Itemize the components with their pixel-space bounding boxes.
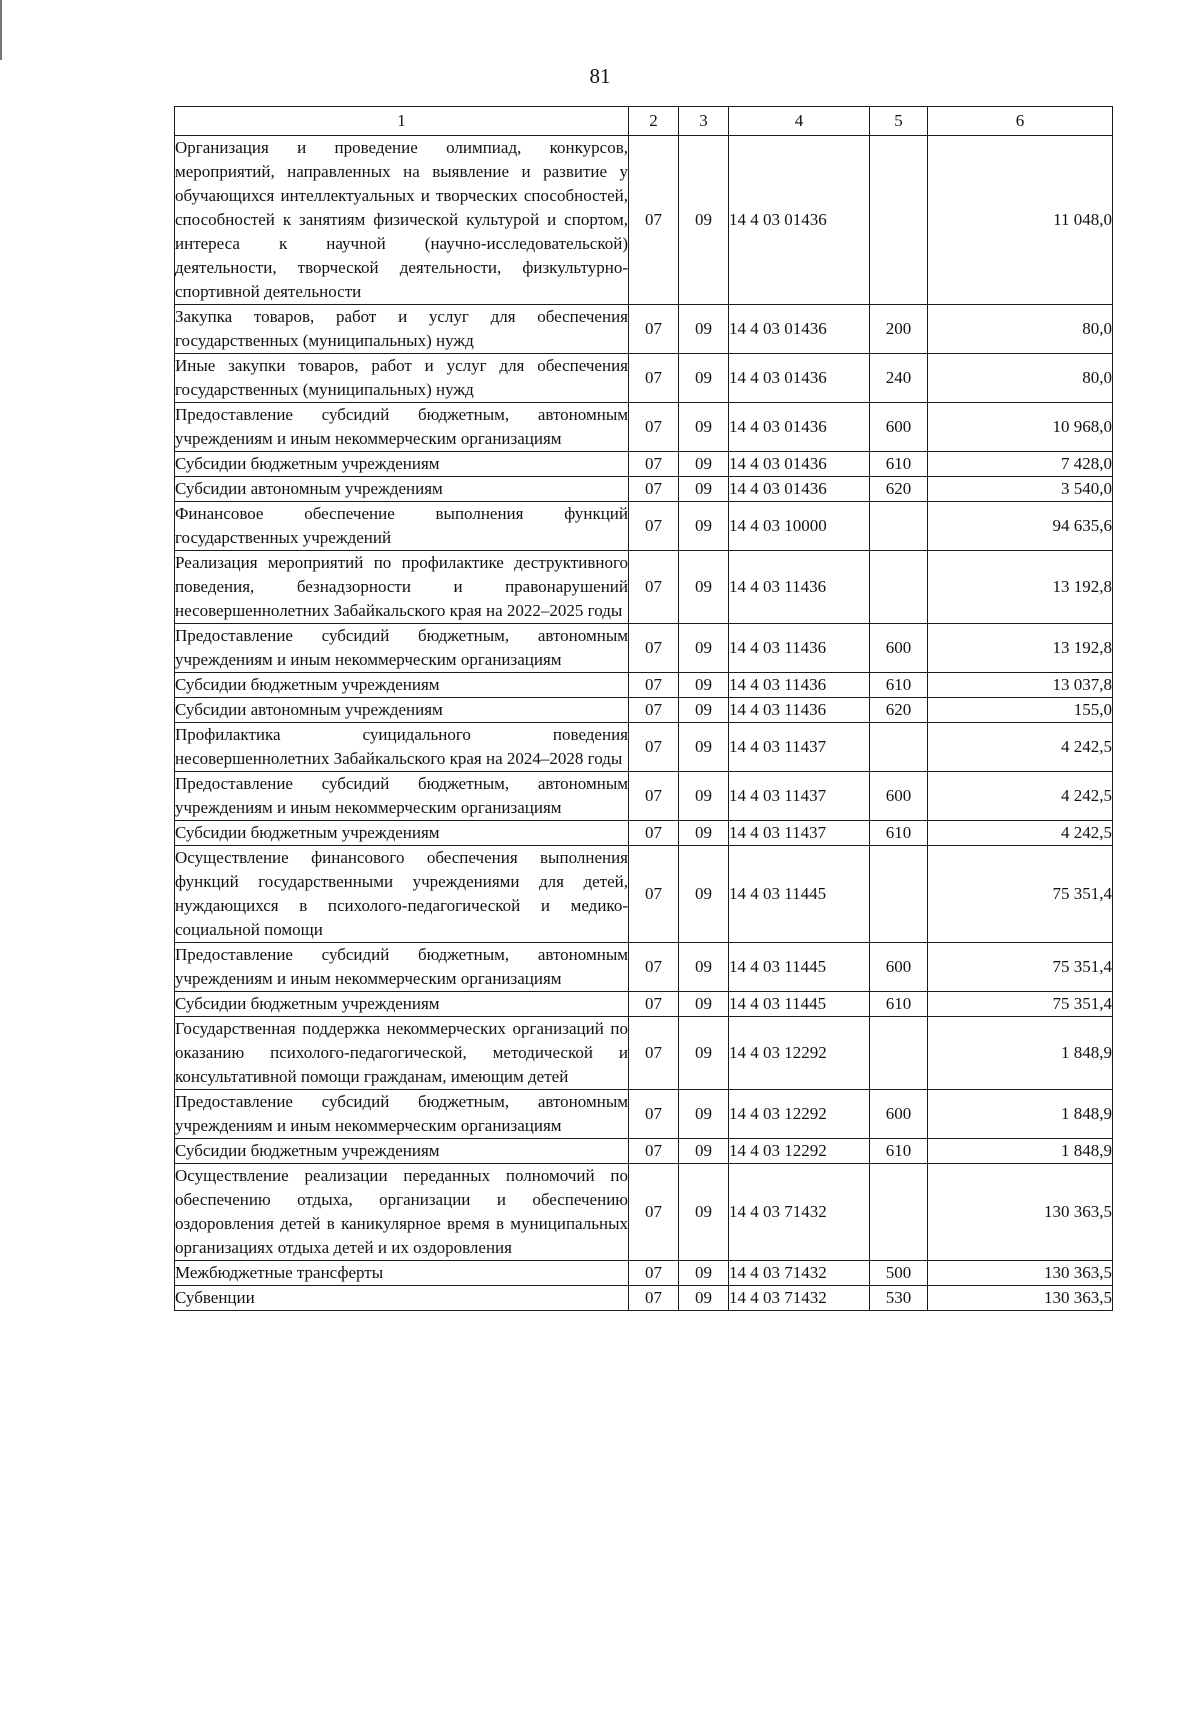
row-description: Организация и проведение олимпиад, конкурсов, мероприятий, направленных на выявление и развитие у обучающихся интеллектуальных и творческих способностей, способностей к занятиям физической культурой и спортом, интереса к научной (научно-исследовательской) деятельности, творческой деятельности, физкультурно-спортивной деятельности bbox=[175, 136, 629, 305]
subsection-code: 09 bbox=[679, 723, 729, 772]
table-row bbox=[175, 943, 1113, 992]
table-row bbox=[175, 551, 1113, 624]
row-description: Предоставление субсидий бюджетным, автономным учреждениям и иным некоммерческим организациям bbox=[175, 403, 629, 452]
subsection-code: 09 bbox=[679, 452, 729, 477]
section-code: 07 bbox=[629, 943, 679, 992]
section-code: 07 bbox=[629, 1090, 679, 1139]
subsection-code: 09 bbox=[679, 846, 729, 943]
row-description: Субсидии автономным учреждениям bbox=[175, 698, 629, 723]
table-row bbox=[175, 992, 1113, 1017]
expense-type-code: 600 bbox=[870, 403, 928, 452]
subsection-code: 09 bbox=[679, 305, 729, 354]
target-article-code: 14 4 03 71432 bbox=[729, 1261, 870, 1286]
table-row bbox=[175, 772, 1113, 821]
amount-value: 13 037,8 bbox=[928, 673, 1113, 698]
expense-type-code: 240 bbox=[870, 354, 928, 403]
expense-type-code: 610 bbox=[870, 821, 928, 846]
expense-type-code: 600 bbox=[870, 624, 928, 673]
row-description: Предоставление субсидий бюджетным, автономным учреждениям и иным некоммерческим организациям bbox=[175, 1090, 629, 1139]
subsection-code: 09 bbox=[679, 1090, 729, 1139]
subsection-code: 09 bbox=[679, 772, 729, 821]
amount-value: 4 242,5 bbox=[928, 772, 1113, 821]
target-article-code: 14 4 03 71432 bbox=[729, 1164, 870, 1261]
table-row bbox=[175, 698, 1113, 723]
expense-type-code bbox=[870, 1017, 928, 1090]
expense-type-code: 500 bbox=[870, 1261, 928, 1286]
section-code: 07 bbox=[629, 502, 679, 551]
target-article-code: 14 4 03 01436 bbox=[729, 136, 870, 305]
row-description: Субвенции bbox=[175, 1286, 629, 1311]
section-code: 07 bbox=[629, 477, 679, 502]
section-code: 07 bbox=[629, 624, 679, 673]
expense-type-code bbox=[870, 846, 928, 943]
subsection-code: 09 bbox=[679, 1017, 729, 1090]
target-article-code: 14 4 03 11436 bbox=[729, 698, 870, 723]
amount-value: 130 363,5 bbox=[928, 1261, 1113, 1286]
row-description: Субсидии бюджетным учреждениям bbox=[175, 992, 629, 1017]
table-row bbox=[175, 403, 1113, 452]
amount-value: 155,0 bbox=[928, 698, 1113, 723]
row-description: Профилактика суицидального поведения несовершеннолетних Забайкальского края на 2024–2028 годы bbox=[175, 723, 629, 772]
table-row bbox=[175, 1090, 1113, 1139]
row-description: Финансовое обеспечение выполнения функций государственных учреждений bbox=[175, 502, 629, 551]
subsection-code: 09 bbox=[679, 992, 729, 1017]
expense-type-code: 610 bbox=[870, 1139, 928, 1164]
table-row bbox=[175, 821, 1113, 846]
section-code: 07 bbox=[629, 1017, 679, 1090]
target-article-code: 14 4 03 11445 bbox=[729, 943, 870, 992]
subsection-code: 09 bbox=[679, 821, 729, 846]
amount-value: 1 848,9 bbox=[928, 1017, 1113, 1090]
table-row bbox=[175, 452, 1113, 477]
subsection-code: 09 bbox=[679, 943, 729, 992]
table-row bbox=[175, 1017, 1113, 1090]
scan-edge-mark bbox=[0, 0, 2, 60]
subsection-code: 09 bbox=[679, 551, 729, 624]
expense-type-code: 600 bbox=[870, 1090, 928, 1139]
amount-value: 130 363,5 bbox=[928, 1286, 1113, 1311]
target-article-code: 14 4 03 01436 bbox=[729, 354, 870, 403]
section-code: 07 bbox=[629, 305, 679, 354]
row-description: Закупка товаров, работ и услуг для обеспечения государственных (муниципальных) нужд bbox=[175, 305, 629, 354]
section-code: 07 bbox=[629, 1261, 679, 1286]
section-code: 07 bbox=[629, 452, 679, 477]
target-article-code: 14 4 03 11445 bbox=[729, 846, 870, 943]
row-description: Предоставление субсидий бюджетным, автономным учреждениям и иным некоммерческим организациям bbox=[175, 624, 629, 673]
target-article-code: 14 4 03 01436 bbox=[729, 477, 870, 502]
table-row bbox=[175, 1286, 1113, 1311]
column-number: 3 bbox=[679, 107, 729, 136]
row-description: Субсидии бюджетным учреждениям bbox=[175, 673, 629, 698]
expense-type-code bbox=[870, 551, 928, 624]
page-number: 81 bbox=[589, 64, 611, 88]
amount-value: 75 351,4 bbox=[928, 943, 1113, 992]
target-article-code: 14 4 03 11436 bbox=[729, 673, 870, 698]
table-row bbox=[175, 846, 1113, 943]
row-description: Субсидии автономным учреждениям bbox=[175, 477, 629, 502]
amount-value: 1 848,9 bbox=[928, 1139, 1113, 1164]
row-description: Иные закупки товаров, работ и услуг для обеспечения государственных (муниципальных) нужд bbox=[175, 354, 629, 403]
amount-value: 7 428,0 bbox=[928, 452, 1113, 477]
row-description: Межбюджетные трансферты bbox=[175, 1261, 629, 1286]
target-article-code: 14 4 03 11437 bbox=[729, 772, 870, 821]
target-article-code: 14 4 03 01436 bbox=[729, 403, 870, 452]
table-row bbox=[175, 723, 1113, 772]
subsection-code: 09 bbox=[679, 673, 729, 698]
target-article-code: 14 4 03 12292 bbox=[729, 1017, 870, 1090]
budget-table-body bbox=[175, 107, 1113, 1311]
target-article-code: 14 4 03 11436 bbox=[729, 551, 870, 624]
budget-table bbox=[174, 106, 1113, 1311]
amount-value: 3 540,0 bbox=[928, 477, 1113, 502]
expense-type-code: 620 bbox=[870, 477, 928, 502]
section-code: 07 bbox=[629, 403, 679, 452]
table-row bbox=[175, 1139, 1113, 1164]
amount-value: 13 192,8 bbox=[928, 624, 1113, 673]
section-code: 07 bbox=[629, 1286, 679, 1311]
section-code: 07 bbox=[629, 723, 679, 772]
amount-value: 10 968,0 bbox=[928, 403, 1113, 452]
section-code: 07 bbox=[629, 821, 679, 846]
subsection-code: 09 bbox=[679, 1286, 729, 1311]
target-article-code: 14 4 03 12292 bbox=[729, 1090, 870, 1139]
row-description: Предоставление субсидий бюджетным, автономным учреждениям и иным некоммерческим организациям bbox=[175, 943, 629, 992]
row-description: Субсидии бюджетным учреждениям bbox=[175, 452, 629, 477]
section-code: 07 bbox=[629, 136, 679, 305]
expense-type-code: 200 bbox=[870, 305, 928, 354]
amount-value: 75 351,4 bbox=[928, 992, 1113, 1017]
expense-type-code: 610 bbox=[870, 452, 928, 477]
section-code: 07 bbox=[629, 1139, 679, 1164]
target-article-code: 14 4 03 11437 bbox=[729, 723, 870, 772]
subsection-code: 09 bbox=[679, 136, 729, 305]
section-code: 07 bbox=[629, 772, 679, 821]
table-row bbox=[175, 673, 1113, 698]
table-row bbox=[175, 477, 1113, 502]
row-description: Реализация мероприятий по профилактике деструктивного поведения, безнадзорности и правонарушений несовершеннолетних Забайкальского края на 2022–2025 годы bbox=[175, 551, 629, 624]
column-number-row bbox=[175, 107, 1113, 136]
amount-value: 130 363,5 bbox=[928, 1164, 1113, 1261]
expense-type-code bbox=[870, 723, 928, 772]
amount-value: 11 048,0 bbox=[928, 136, 1113, 305]
column-number: 1 bbox=[175, 107, 629, 136]
amount-value: 94 635,6 bbox=[928, 502, 1113, 551]
section-code: 07 bbox=[629, 698, 679, 723]
column-number: 6 bbox=[928, 107, 1113, 136]
amount-value: 1 848,9 bbox=[928, 1090, 1113, 1139]
subsection-code: 09 bbox=[679, 354, 729, 403]
row-description: Осуществление финансового обеспечения выполнения функций государственными учреждениями для детей, нуждающихся в психолого-педагогической и медико-социальной помощи bbox=[175, 846, 629, 943]
row-description: Субсидии бюджетным учреждениям bbox=[175, 1139, 629, 1164]
table-row bbox=[175, 1164, 1113, 1261]
row-description: Субсидии бюджетным учреждениям bbox=[175, 821, 629, 846]
expense-type-code: 620 bbox=[870, 698, 928, 723]
subsection-code: 09 bbox=[679, 477, 729, 502]
row-description: Государственная поддержка некоммерческих организаций по оказанию психолого-педагогической, методической и консультативной помощи гражданам, имеющим детей bbox=[175, 1017, 629, 1090]
amount-value: 13 192,8 bbox=[928, 551, 1113, 624]
amount-value: 80,0 bbox=[928, 305, 1113, 354]
amount-value: 75 351,4 bbox=[928, 846, 1113, 943]
column-number: 5 bbox=[870, 107, 928, 136]
target-article-code: 14 4 03 01436 bbox=[729, 305, 870, 354]
section-code: 07 bbox=[629, 354, 679, 403]
expense-type-code: 600 bbox=[870, 943, 928, 992]
target-article-code: 14 4 03 71432 bbox=[729, 1286, 870, 1311]
section-code: 07 bbox=[629, 1164, 679, 1261]
amount-value: 4 242,5 bbox=[928, 821, 1113, 846]
subsection-code: 09 bbox=[679, 698, 729, 723]
expense-type-code bbox=[870, 1164, 928, 1261]
amount-value: 80,0 bbox=[928, 354, 1113, 403]
section-code: 07 bbox=[629, 551, 679, 624]
expense-type-code: 610 bbox=[870, 673, 928, 698]
subsection-code: 09 bbox=[679, 502, 729, 551]
subsection-code: 09 bbox=[679, 1261, 729, 1286]
subsection-code: 09 bbox=[679, 1139, 729, 1164]
row-description: Осуществление реализации переданных полномочий по обеспечению отдыха, организации и обеспечению оздоровления детей в каникулярное время в муниципальных организациях отдыха детей и их оздоровления bbox=[175, 1164, 629, 1261]
subsection-code: 09 bbox=[679, 403, 729, 452]
section-code: 07 bbox=[629, 846, 679, 943]
table-row bbox=[175, 136, 1113, 305]
expense-type-code: 600 bbox=[870, 772, 928, 821]
amount-value: 4 242,5 bbox=[928, 723, 1113, 772]
expense-type-code: 610 bbox=[870, 992, 928, 1017]
target-article-code: 14 4 03 11445 bbox=[729, 992, 870, 1017]
table-row bbox=[175, 354, 1113, 403]
expense-type-code bbox=[870, 136, 928, 305]
table-row bbox=[175, 502, 1113, 551]
target-article-code: 14 4 03 11436 bbox=[729, 624, 870, 673]
target-article-code: 14 4 03 11437 bbox=[729, 821, 870, 846]
column-number: 4 bbox=[729, 107, 870, 136]
row-description: Предоставление субсидий бюджетным, автономным учреждениям и иным некоммерческим организациям bbox=[175, 772, 629, 821]
expense-type-code: 530 bbox=[870, 1286, 928, 1311]
subsection-code: 09 bbox=[679, 1164, 729, 1261]
table-row bbox=[175, 305, 1113, 354]
target-article-code: 14 4 03 12292 bbox=[729, 1139, 870, 1164]
section-code: 07 bbox=[629, 992, 679, 1017]
table-row bbox=[175, 1261, 1113, 1286]
table-row bbox=[175, 624, 1113, 673]
target-article-code: 14 4 03 10000 bbox=[729, 502, 870, 551]
target-article-code: 14 4 03 01436 bbox=[729, 452, 870, 477]
expense-type-code bbox=[870, 502, 928, 551]
subsection-code: 09 bbox=[679, 624, 729, 673]
column-number: 2 bbox=[629, 107, 679, 136]
section-code: 07 bbox=[629, 673, 679, 698]
